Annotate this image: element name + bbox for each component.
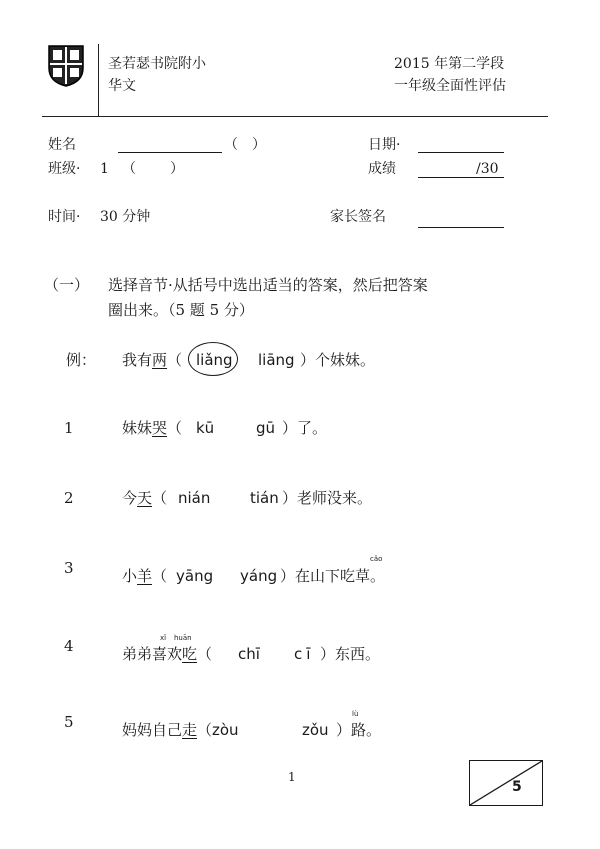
time-label: 时间·	[48, 209, 81, 225]
score-total: /30	[476, 161, 499, 177]
name-paren: （ ）	[224, 137, 266, 153]
class-paren: （ ）	[122, 161, 194, 177]
question-4-number: 4	[64, 637, 74, 655]
question-1-option-b[interactable]: gū	[256, 419, 276, 437]
question-3-ruby-cao: cǎo	[370, 555, 383, 563]
question-3-option-a[interactable]: yāng	[176, 567, 214, 585]
question-5-sentence: 妈妈自己走（	[122, 721, 213, 739]
question-4-option-a[interactable]: chī	[238, 645, 260, 663]
question-5-post: ）路。	[336, 721, 382, 739]
term-label: 2015 年第二学段	[394, 56, 505, 72]
question-5-ruby-lu: lù	[352, 710, 359, 718]
question-2-number: 2	[64, 489, 74, 507]
question-1-option-a[interactable]: kū	[196, 419, 215, 437]
date-label: 日期·	[368, 137, 401, 153]
parent-signature-field[interactable]	[418, 226, 504, 228]
question-4-option-b[interactable]: cī	[294, 645, 315, 663]
question-4-sentence: 弟弟喜欢吃（	[122, 645, 213, 663]
question-1-target: 哭	[152, 419, 168, 437]
section-score-box	[469, 760, 543, 806]
question-5-option-b[interactable]: zǒu	[302, 721, 329, 739]
parent-signature-label: 家长签名	[330, 209, 386, 225]
question-3-number: 3	[64, 559, 74, 577]
question-2-option-a[interactable]: nián	[178, 489, 211, 507]
header-divider-vertical	[98, 44, 99, 116]
page-number: 1	[288, 770, 296, 784]
section-number: （一）	[44, 276, 90, 294]
example-option-a: liǎng	[196, 351, 233, 369]
school-logo	[46, 44, 86, 88]
example-option-b: liāng	[258, 351, 295, 369]
score-label: 成绩	[368, 161, 396, 177]
section-score-value: 5	[512, 779, 522, 795]
score-box-diagonal	[470, 761, 542, 805]
question-1-post: ）了。	[282, 419, 328, 437]
class-label: 班级·	[48, 161, 81, 177]
example-label: 例：	[66, 351, 97, 369]
class-value: 1	[100, 161, 109, 177]
header-divider-horizontal	[42, 116, 548, 117]
section-instruction-line2: 圈出来。（5 题 5 分）	[108, 301, 254, 319]
question-4-post: ）东西。	[320, 645, 381, 663]
question-3-sentence: 小羊（	[122, 567, 168, 585]
question-1-sentence: 妹妹哭（	[122, 419, 183, 437]
question-3-post: ）在山下吃草。	[280, 567, 386, 585]
question-2-post: ）老师没来。	[282, 489, 373, 507]
question-3-target: 羊	[137, 567, 153, 585]
question-1-number: 1	[64, 419, 74, 437]
question-5-number: 5	[64, 713, 74, 731]
question-2-target: 天	[137, 489, 153, 507]
question-2-option-b[interactable]: tián	[250, 489, 279, 507]
question-5-target: 走	[182, 721, 198, 739]
subject-name: 华文	[108, 78, 136, 94]
assessment-label: 一年级全面性评估	[394, 78, 506, 94]
question-4-ruby-huan: huān	[174, 634, 192, 642]
section-instruction-line1: 选择音节·从括号中选出适当的答案，然后把答案	[108, 276, 428, 294]
name-field[interactable]	[118, 151, 222, 153]
question-3-option-b[interactable]: yáng	[240, 567, 278, 585]
school-name: 圣若瑟书院附小	[108, 56, 206, 72]
example-post: ）个妹妹。	[300, 351, 376, 369]
question-5-option-a[interactable]: zòu	[212, 721, 239, 739]
date-field[interactable]	[418, 151, 504, 153]
name-label: 姓名	[48, 137, 76, 153]
question-4-target: 吃	[182, 645, 198, 663]
example-sentence: 我有两（	[122, 351, 183, 369]
example-target-char: 两	[152, 351, 168, 369]
time-value: 30 分钟	[100, 209, 151, 225]
question-4-ruby-xi: xǐ	[160, 634, 167, 642]
question-2-sentence: 今天（	[122, 489, 168, 507]
